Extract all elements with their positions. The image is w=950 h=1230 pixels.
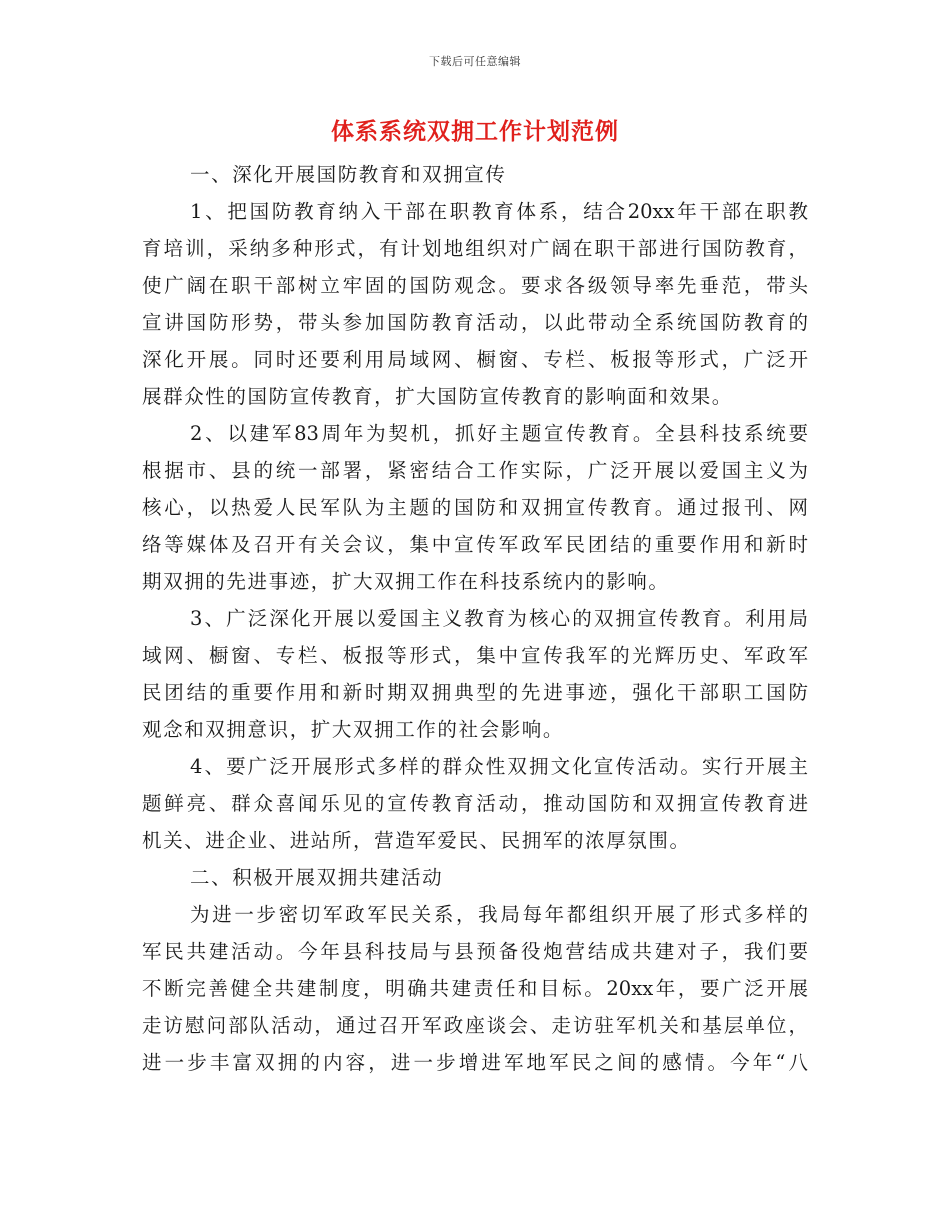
text-line: 军民共建活动。今年县科技局与县预备役炮营结成共建对子，我们要 xyxy=(142,940,808,963)
text-line: 2、以建军83周年为契机，抓好主题宣传教育。全县科技系统要 xyxy=(190,422,808,445)
document-body xyxy=(142,156,808,1081)
text-line: 深化开展。同时还要利用局域网、橱窗、专栏、板报等形式，广泛开 xyxy=(142,348,808,371)
text-line: 题鲜亮、群众喜闻乐见的宣传教育活动，推动国防和双拥宣传教育进 xyxy=(142,792,808,815)
text-line: 4、要广泛开展形式多样的群众性双拥文化宣传活动。实行开展主 xyxy=(190,755,808,778)
text-line: 根据市、县的统一部署，紧密结合工作实际，广泛开展以爱国主义为 xyxy=(142,459,808,482)
text-line: 3、广泛深化开展以爱国主义教育为核心的双拥宣传教育。利用局 xyxy=(190,607,808,630)
text-line: 期双拥的先进事迹，扩大双拥工作在科技系统内的影响。 xyxy=(142,570,670,593)
text-line: 展群众性的国防宣传教育，扩大国防宣传教育的影响面和效果。 xyxy=(142,385,733,408)
text-line: 民团结的重要作用和新时期双拥典型的先进事迹，强化干部职工国防 xyxy=(142,681,808,704)
text-line: 机关、进企业、进站所，营造军爱民、民拥军的浓厚氛围。 xyxy=(142,829,691,852)
document-title: 体系系统双拥工作计划范例 xyxy=(331,118,619,145)
text-line: 走访慰问部队活动，通过召开军政座谈会、走访驻军机关和基层单位， xyxy=(142,1014,808,1037)
page-header-note: 下载后可任意编辑 xyxy=(429,55,521,68)
text-line: 一、深化开展国防教育和双拥宣传 xyxy=(190,163,507,186)
text-line: 为进一步密切军政军民关系，我局每年都组织开展了形式多样的 xyxy=(190,903,808,926)
text-line: 使广阔在职干部树立牢固的国防观念。要求各级领导率先垂范，带头 xyxy=(142,274,808,297)
text-line: 络等媒体及召开有关会议，集中宣传军政军民团结的重要作用和新时 xyxy=(142,533,808,556)
text-line: 不断完善健全共建制度，明确共建责任和目标。20xx年，要广泛开展 xyxy=(142,977,808,1000)
text-line: 育培训，采纳多种形式，有计划地组织对广阔在职干部进行国防教育， xyxy=(142,237,808,260)
text-line: 域网、橱窗、专栏、板报等形式，集中宣传我军的光辉历史、军政军 xyxy=(142,644,808,667)
text-line: 核心，以热爱人民军队为主题的国防和双拥宣传教育。通过报刊、网 xyxy=(142,496,808,519)
text-line: 观念和双拥意识，扩大双拥工作的社会影响。 xyxy=(142,718,565,741)
text-line: 进一步丰富双拥的内容，进一步增进军地军民之间的感情。今年“八 xyxy=(142,1051,808,1074)
text-line: 1、把国防教育纳入干部在职教育体系，结合20xx年干部在职教 xyxy=(190,200,808,223)
text-line: 二、积极开展双拥共建活动 xyxy=(190,866,444,889)
text-line: 宣讲国防形势，带头参加国防教育活动，以此带动全系统国防教育的 xyxy=(142,311,808,334)
